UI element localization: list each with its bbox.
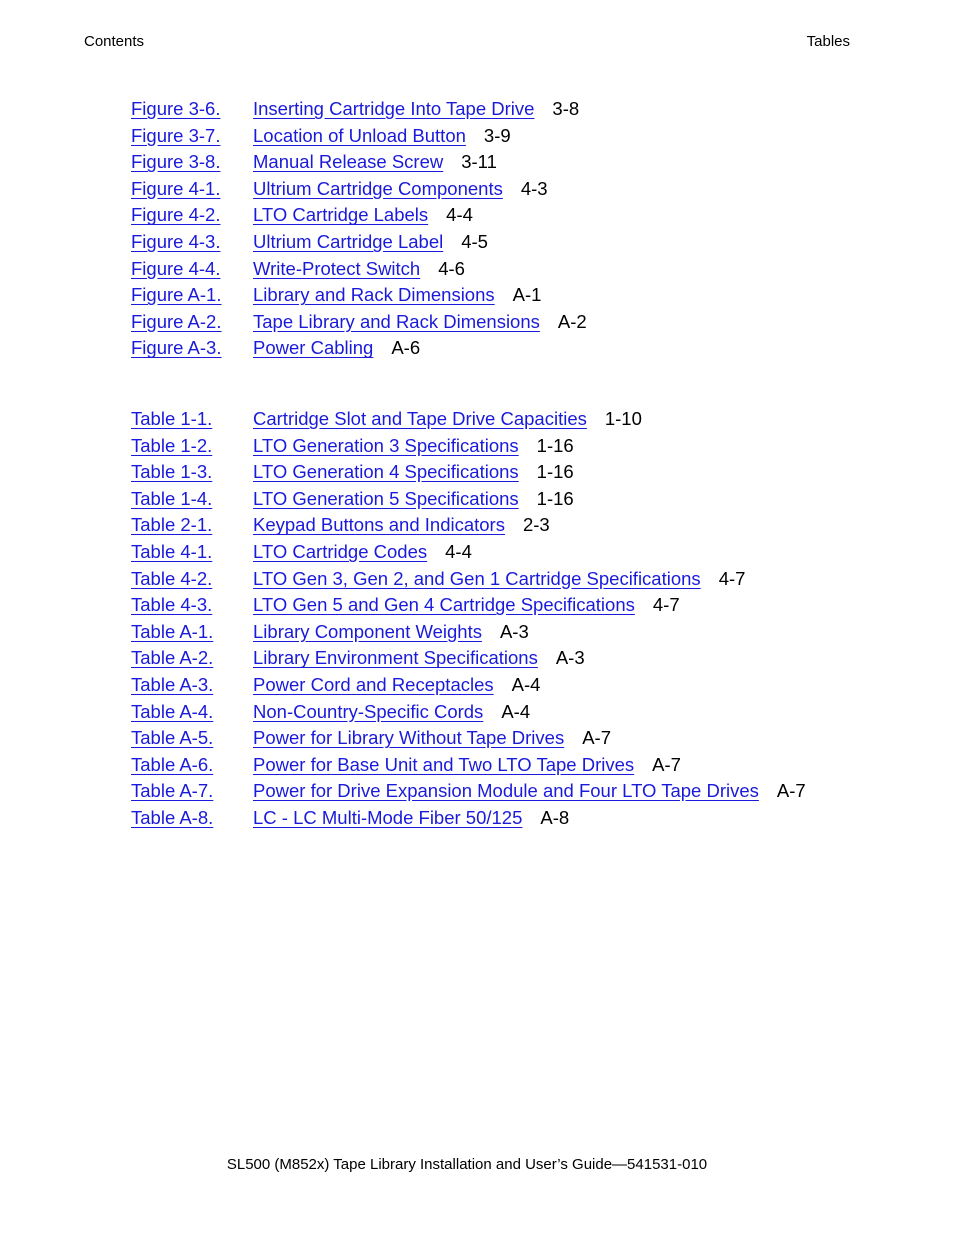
page-number: 2-3	[522, 514, 550, 536]
table-entry-text	[253, 512, 550, 538]
page-number: A-2	[557, 310, 587, 332]
table-title-link[interactable]: LTO Cartridge Codes	[253, 540, 428, 562]
figure-title-link[interactable]: Inserting Cartridge Into Tape Drive	[253, 98, 535, 119]
table-number-link[interactable]: Table A-3.	[131, 673, 214, 695]
page-number: 4-5	[461, 230, 488, 252]
table-title-link[interactable]: LTO Gen 3, Gen 2, and Gen 1 Cartridge Specifications	[253, 567, 701, 589]
table-title-link[interactable]: Power for Base Unit and Two LTO Tape Drives	[253, 753, 635, 775]
page-number: 4-4	[445, 540, 472, 562]
table-title-link[interactable]: Cartridge Slot and Tape Drive Capacities	[253, 408, 587, 429]
table-title-link[interactable]: LTO Generation 3 Specifications	[253, 434, 519, 456]
table-number-link[interactable]: Table 2-1.	[131, 514, 213, 536]
table-number-link[interactable]: Table A-1.	[131, 620, 214, 642]
table-number-link[interactable]: Table A-4.	[131, 700, 214, 722]
table-number-link[interactable]: Table 1-3.	[131, 461, 213, 483]
page-number: 1-16	[536, 434, 574, 456]
figure-title-link[interactable]: Location of Unload Button	[253, 124, 466, 146]
page-number: 4-4	[446, 204, 473, 226]
table-title-link[interactable]: LC - LC Multi-Mode Fiber 50/125	[253, 806, 523, 828]
page-number: A-4	[501, 700, 531, 722]
table-number-link[interactable]: Table A-2.	[131, 647, 214, 669]
figure-entry-text	[253, 96, 579, 122]
table-title-link[interactable]: Keypad Buttons and Indicators	[253, 514, 505, 536]
table-number-link[interactable]: Table 4-3.	[131, 594, 213, 616]
figure-number-link[interactable]: Figure 3-6.	[131, 98, 221, 119]
page-number: 1-16	[536, 461, 574, 483]
page-number: A-1	[512, 284, 542, 306]
figure-number-link[interactable]: Figure 4-4.	[131, 257, 221, 279]
table-title-link[interactable]: Non-Country-Specific Cords	[253, 700, 484, 722]
table-title-link[interactable]: Power for Library Without Tape Drives	[253, 727, 565, 749]
table-entry-text	[253, 645, 585, 671]
table-title-link[interactable]: Library Component Weights	[253, 620, 482, 642]
page-footer: SL500 (M852x) Tape Library Installation and User’s Guide—541531-010	[226, 1156, 708, 1173]
figure-entry-text	[253, 202, 473, 228]
figure-title-link[interactable]: Power Cabling	[253, 337, 374, 359]
page-number: 4-6	[438, 257, 465, 279]
figure-entry-text	[253, 335, 420, 361]
page-number: 4-3	[520, 177, 548, 199]
page-number: A-7	[582, 727, 611, 749]
page-number: 3-11	[461, 151, 497, 173]
table-entry-text	[253, 486, 574, 512]
table-number-link[interactable]: Table 4-2.	[131, 567, 213, 589]
figure-entry-text	[253, 149, 497, 175]
page-number: A-7	[776, 780, 806, 802]
header-section-label: Contents	[84, 33, 145, 50]
figure-title-link[interactable]: Ultrium Cartridge Components	[253, 177, 503, 199]
header-chapter-label: Tables	[806, 33, 850, 50]
figure-entry-text	[253, 256, 465, 282]
figure-number-link[interactable]: Figure 3-7.	[131, 124, 221, 146]
table-entry-text	[253, 805, 569, 831]
table-number-link[interactable]: Table 1-4.	[131, 487, 213, 509]
table-entry-text	[253, 539, 472, 565]
figure-entry-text	[253, 282, 541, 308]
table-entry-text	[253, 592, 680, 618]
page-number: 3-8	[552, 98, 580, 119]
figure-title-link[interactable]: LTO Cartridge Labels	[253, 204, 429, 226]
figure-number-link[interactable]: Figure 4-3.	[131, 230, 221, 252]
table-title-link[interactable]: LTO Generation 5 Specifications	[253, 487, 519, 509]
page-number: A-3	[555, 647, 585, 669]
table-entry-text	[253, 566, 745, 592]
table-title-link[interactable]: Library Environment Specifications	[253, 647, 538, 669]
page-number: 3-9	[483, 124, 511, 146]
page-number: A-3	[499, 620, 529, 642]
figure-title-link[interactable]: Manual Release Screw	[253, 151, 444, 173]
table-number-link[interactable]: Table A-7.	[131, 780, 214, 802]
page-number: 1-16	[536, 487, 574, 509]
figure-number-link[interactable]: Figure 4-2.	[131, 204, 221, 226]
table-entry-text	[253, 778, 806, 804]
page-number: A-4	[511, 673, 541, 695]
table-number-link[interactable]: Table 1-2.	[131, 434, 213, 456]
table-number-link[interactable]: Table A-8.	[131, 806, 214, 828]
table-number-link[interactable]: Table A-5.	[131, 727, 214, 749]
figure-number-link[interactable]: Figure 4-1.	[131, 177, 221, 199]
figure-title-link[interactable]: Library and Rack Dimensions	[253, 284, 495, 306]
figure-number-link[interactable]: Figure A-1.	[131, 284, 222, 306]
figure-title-link[interactable]: Write-Protect Switch	[253, 257, 421, 279]
figure-entry-text	[253, 309, 587, 335]
table-title-link[interactable]: LTO Gen 5 and Gen 4 Cartridge Specifications	[253, 594, 635, 616]
table-entry-text	[253, 672, 540, 698]
figure-number-link[interactable]: Figure 3-8.	[131, 151, 221, 173]
figure-title-link[interactable]: Tape Library and Rack Dimensions	[253, 310, 540, 332]
table-entry-text	[253, 752, 681, 778]
figure-entry-text	[253, 229, 488, 255]
table-number-link[interactable]: Table 1-1.	[131, 408, 213, 429]
page-number: A-6	[391, 337, 421, 359]
table-entry-text	[253, 459, 574, 485]
page-number: 4-7	[652, 594, 680, 616]
figure-entry-text	[253, 123, 511, 149]
table-title-link[interactable]: Power for Drive Expansion Module and Four LTO Tape Drives	[253, 780, 759, 802]
table-entry-text	[253, 619, 529, 645]
table-number-link[interactable]: Table 4-1.	[131, 540, 213, 562]
table-entry-text	[253, 433, 574, 459]
page-number: 4-7	[718, 567, 746, 589]
figure-entry-text	[253, 176, 548, 202]
table-entry-text	[253, 699, 530, 725]
page-number: 1-10	[604, 408, 642, 429]
table-entry-text	[253, 725, 611, 751]
table-number-link[interactable]: Table A-6.	[131, 753, 214, 775]
table-entry-text	[253, 406, 642, 432]
page-number: A-8	[540, 806, 570, 828]
figure-number-link[interactable]: Figure A-2.	[131, 310, 222, 332]
table-title-link[interactable]: LTO Generation 4 Specifications	[253, 461, 519, 483]
figure-title-link[interactable]: Ultrium Cartridge Label	[253, 230, 444, 252]
figure-number-link[interactable]: Figure A-3.	[131, 337, 222, 359]
page-number: A-7	[652, 753, 681, 775]
table-title-link[interactable]: Power Cord and Receptacles	[253, 673, 494, 695]
